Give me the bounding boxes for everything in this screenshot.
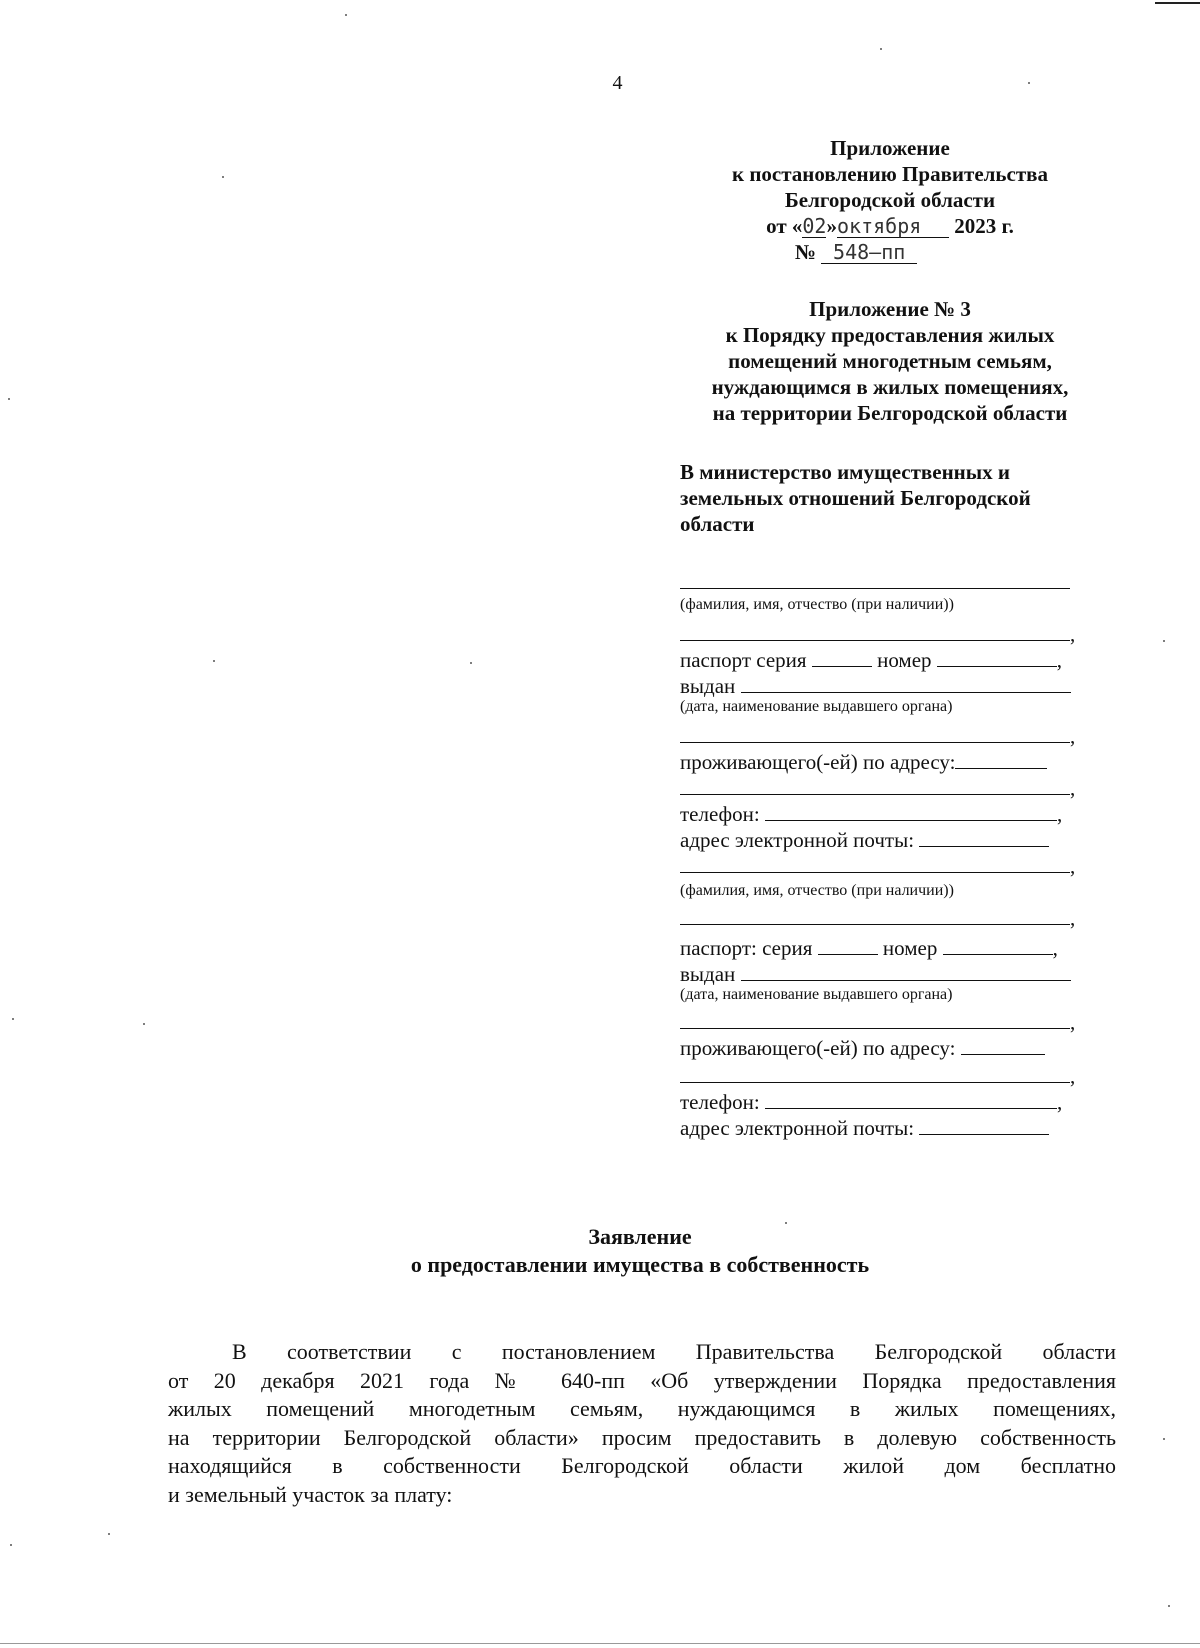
statement-body [168, 1338, 1116, 1509]
scan-speck [222, 176, 224, 178]
statement-heading: Заявление [588, 1224, 692, 1249]
body-line-5: находящийся в собственности Белгородской области жилой дом бесплатно [168, 1453, 1116, 1478]
address-label-2: проживающего(-ей) по адресу: [680, 1036, 956, 1060]
phone-label-1: телефон: [680, 802, 760, 826]
phone-label-2: телефон: [680, 1090, 760, 1114]
scan-speck [1163, 1438, 1165, 1440]
number-label-1: номер [877, 648, 932, 672]
fio-field-2b[interactable] [680, 906, 1070, 925]
fio-field-2[interactable] [680, 854, 1070, 873]
recipient-line3: области [680, 512, 755, 536]
passport-label-1: паспорт серия [680, 648, 807, 672]
statement-subheading: о предоставлении имущества в собственность [410, 1252, 870, 1277]
scan-speck [8, 398, 10, 400]
scan-speck [1028, 82, 1030, 84]
email-label-2: адрес электронной почты: [680, 1116, 915, 1140]
scan-bottom-edge [0, 1643, 1200, 1644]
issued-label-1: выдан [680, 674, 736, 698]
date-month: октября [837, 215, 949, 238]
page-number: 4 [612, 72, 623, 94]
statement-title [0, 1223, 1200, 1279]
appendix-3-line2: к Порядку предоставления жилых [725, 323, 1055, 347]
appendix-3-line4: нуждающимся в жилых помещениях, [711, 375, 1069, 399]
date-day: 02 [802, 214, 827, 238]
number-label-2: номер [882, 936, 938, 960]
body-line-2: от 20 декабря 2021 года № 640-пп «Об утверждении Порядка предоставления [168, 1367, 1116, 1393]
issued-field-2b[interactable] [680, 1010, 1070, 1029]
appendix-number: № 548–пп [632, 239, 1080, 265]
date-year: 2023 г. [954, 214, 1014, 238]
passport-series-field-1[interactable] [812, 648, 872, 667]
fio-caption-1: (фамилия, имя, отчество (при наличии)) [680, 596, 954, 613]
email-field-1[interactable] [919, 828, 1049, 847]
appendix-date: от «02»октября 2023 г. [766, 214, 1014, 238]
body-line-4: на территории Белгородской области» просим предоставить в долевую собственность [168, 1424, 1116, 1450]
address-field-2b[interactable] [680, 1064, 1070, 1083]
appendix-3-header [680, 296, 1100, 426]
appendix-3-line5: на территории Белгородской области [712, 401, 1068, 425]
phone-field-2[interactable] [765, 1090, 1057, 1109]
issued-caption-1: (дата, наименование выдавшего органа) [680, 698, 953, 715]
body-line-1: В соответствии с постановлением Правительства Белгородской области [232, 1339, 1116, 1364]
scan-speck [345, 14, 347, 16]
scan-speck [1163, 640, 1165, 642]
scan-speck [1168, 1605, 1170, 1607]
scan-speck [785, 1222, 787, 1224]
document-page: 4 Приложение к постановлению Правительства Белгородской области от «02»октября 2023 г. № 548–пп Приложение № 3 к Порядку предоставления жилых помещений многодетным семьям, нуждающимся в жилых помещениях, на территории Белгородской области В министерство имущественных и земельных отношений Белгородской области (фамилия, имя, отчество (при наличии)) , паспорт серия номер , выдан (дата, наименование выдавшего органа) , проживающего(-ей) по адресу: , телефон: , адрес электронной почты: , (фамилия, имя, отчество (при наличии)) , паспорт: серия номер , выдан (дата, наименование выдавшего органа) , проживающего(-ей) по адресу: , телефон: , адрес электронной почты: Заявление о предоставлении имущества в собственность В соответствии с постановлением Правительства Белгородской области от 20 декабря 2021 года № 640-пп «Об утверждении Порядка предоставления жилых помещений многодетным семьям, нуждающимся в жилых помещениях, на территории Белгородской области» просим предоставить в долевую собственность находящийся в собственности Белгородской области жилой дом бесплатно и земельный участок за плату: [0, 0, 1200, 1648]
scan-speck [10, 1544, 12, 1546]
issued-field-1[interactable] [741, 674, 1071, 693]
scan-speck [108, 1533, 110, 1535]
email-label-1: адрес электронной почты: [680, 828, 915, 852]
recipient-block [680, 459, 1100, 537]
appendix-header [700, 135, 1080, 265]
scan-speck [143, 1023, 145, 1025]
email-field-2[interactable] [919, 1116, 1049, 1135]
recipient-line2: земельных отношений Белгородской [680, 486, 1031, 510]
scan-speck [470, 662, 472, 664]
fio-caption-2: (фамилия, имя, отчество (при наличии)) [680, 882, 954, 899]
address-field-1[interactable] [955, 750, 1047, 769]
passport-number-field-1[interactable] [937, 648, 1057, 667]
appendix-header-line1: Приложение [830, 136, 950, 160]
scan-speck [213, 660, 215, 662]
passport-series-field-2[interactable] [818, 936, 878, 955]
body-line-3: жилых помещений многодетным семьям, нуждающимся в жилых помещениях, [168, 1396, 1116, 1421]
passport-label-2: паспорт: серия [680, 936, 813, 960]
passport-number-field-2[interactable] [943, 936, 1053, 955]
body-line-6: и земельный участок за плату: [168, 1481, 453, 1507]
issued-field-1b[interactable] [680, 724, 1070, 743]
fio-field-1[interactable] [680, 570, 1070, 589]
scan-speck [880, 48, 882, 50]
appendix-header-line3: Белгородской области [784, 188, 996, 212]
recipient-line1: В министерство имущественных и [680, 460, 1011, 484]
address-field-1b[interactable] [680, 776, 1070, 795]
scan-speck [12, 1018, 14, 1020]
issued-label-2: выдан [680, 962, 736, 986]
scan-edge-mark [1155, 2, 1200, 4]
issued-field-2[interactable] [741, 962, 1071, 981]
issued-caption-2: (дата, наименование выдавшего органа) [680, 986, 953, 1003]
phone-field-1[interactable] [765, 802, 1057, 821]
address-label-1: проживающего(-ей) по адресу: [680, 750, 956, 774]
number-value: 548–пп [821, 241, 917, 264]
appendix-3-line1: Приложение № 3 [809, 297, 971, 321]
address-field-2[interactable] [961, 1036, 1045, 1055]
appendix-3-line3: помещений многодетным семьям, [728, 349, 1052, 373]
fio-field-1b[interactable] [680, 622, 1070, 641]
appendix-header-line2: к постановлению Правительства [731, 162, 1049, 186]
